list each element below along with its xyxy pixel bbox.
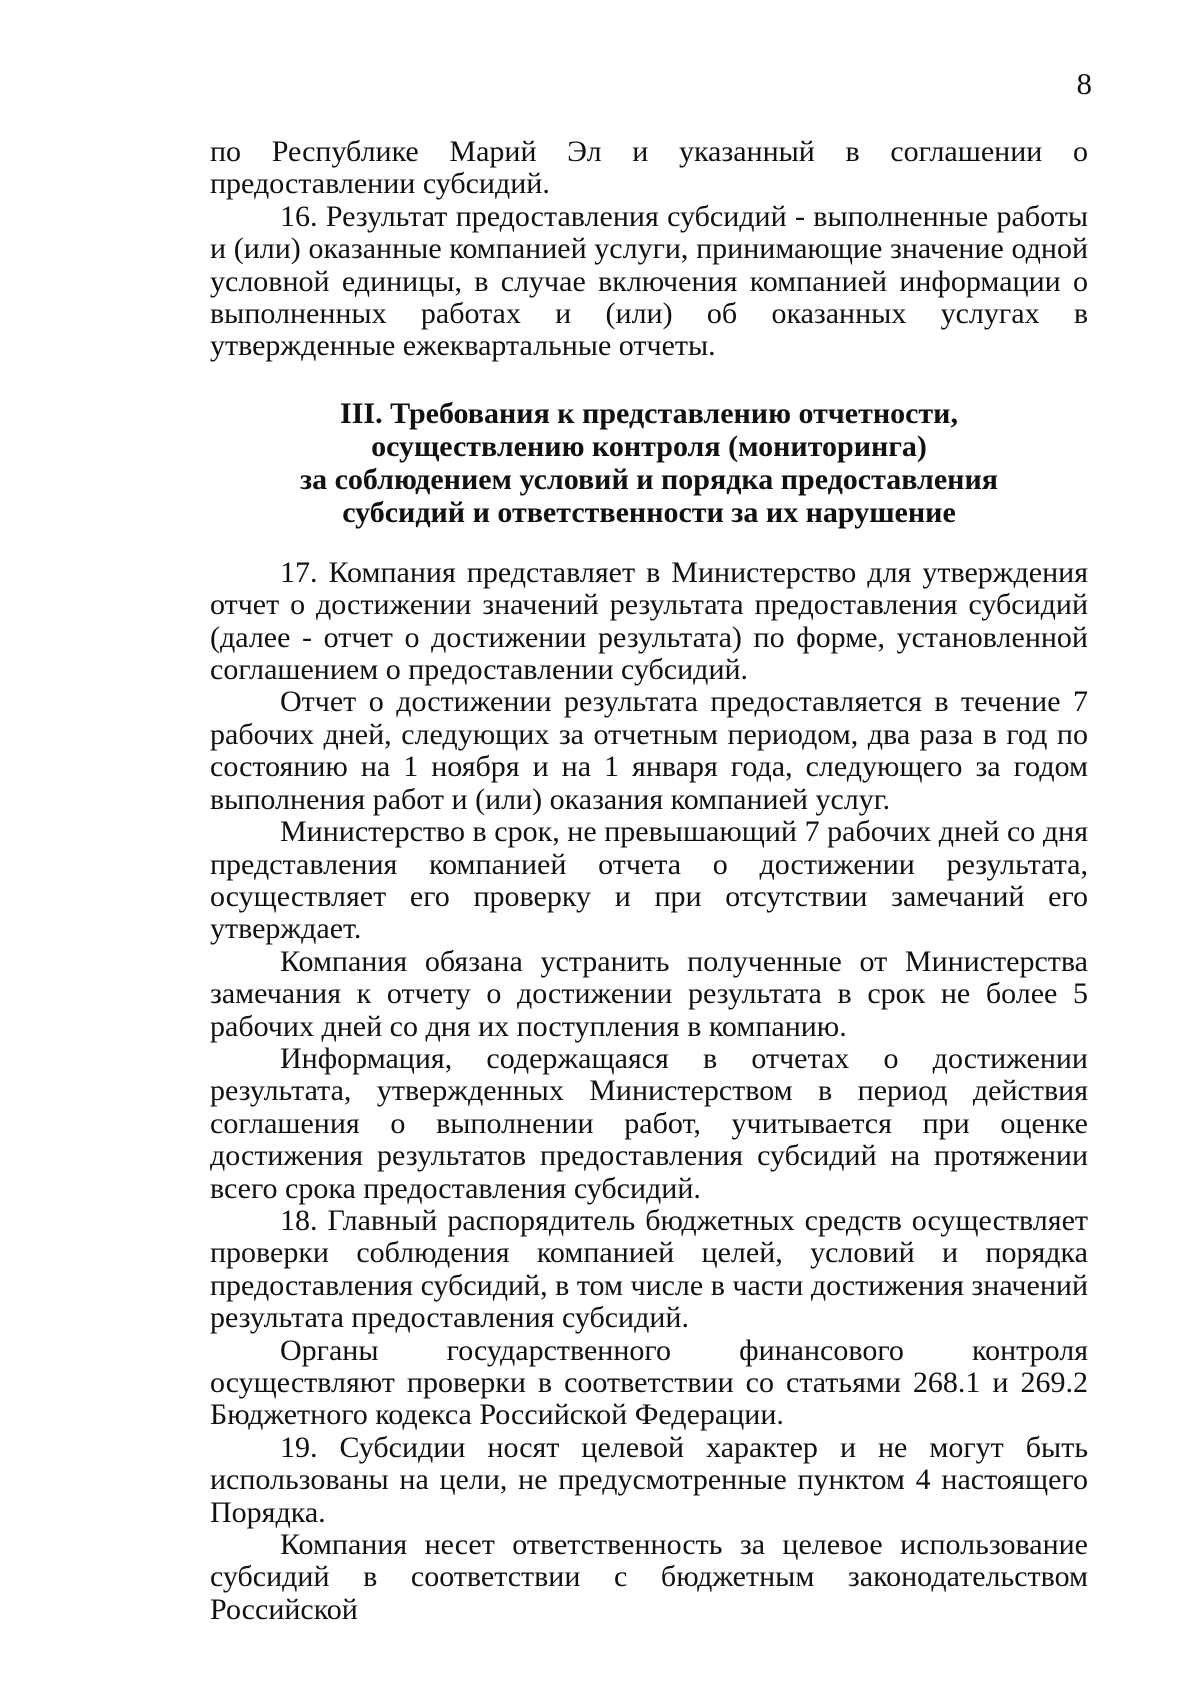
paragraph-17-ministry-check: Министерство в срок, не превышающий 7 рабочих дней со дня представления компанией отчета о достижении результата, осуществляет его проверку и при отсутствии замечаний его утверждает. (210, 815, 1088, 946)
paragraph-18-control-bodies: Органы государственного финансового контроля осуществляют проверки в соответствии со статьями 268.1 и 269.2 Бюджетного кодекса Российской Федерации. (210, 1333, 1088, 1432)
section-heading-line: субсидий и ответственности за их нарушение (342, 495, 956, 529)
paragraph-19: 19. Субсидии носят целевой характер и не могут быть использованы на цели, не предусмотренные пунктом 4 настоящего Порядка. (210, 1430, 1088, 1529)
section-heading-line: за соблюдением условий и порядка предоставления (300, 462, 998, 496)
paragraph-17-information: Информация, содержащаяся в отчетах о достижении результата, утвержденных Министерством в период действия соглашения о выполнении работ, учитывается при оценке достижения результатов предоставления субсидий на протяжении всего срока предоставления субсидий. (210, 1041, 1088, 1205)
paragraph-18: 18. Главный распорядитель бюджетных средств осуществляет проверки соблюдения компанией целей, условий и порядка предоставления субсидий, в том числе в части достижения значений результата предоставления субсидий. (210, 1203, 1088, 1335)
paragraph-19-responsibility: Компания несет ответственность за целевое использование субсидий в соответствии с бюджетным законодательством Российской (210, 1528, 1088, 1626)
paragraph-16: 16. Результат предоставления субсидий - выполненные работы и (или) оказанные компанией услуги, принимающие значение одной условной единицы, в случае включения компанией информации о выполненных работах и (или) об оказанных услугах в утвержденные ежеквартальные отчеты. (210, 199, 1088, 363)
page-number: 8 (1076, 66, 1092, 101)
section-heading-line: осуществлению контроля (мониторинга) (371, 429, 927, 463)
paragraph-17-remarks: Компания обязана устранить полученные от Министерства замечания к отчету о достижении результата в срок не более 5 рабочих дней со дня их поступления в компанию. (210, 944, 1088, 1043)
paragraph-17-report-deadline: Отчет о достижении результата предоставляется в течение 7 рабочих дней, следующих за отчетным периодом, два раза в год по состоянию на 1 ноября и на 1 января года, следующего за годом выполнения работ и (или) оказания компанией услуг. (210, 685, 1088, 816)
document-body (210, 136, 1088, 1626)
section-heading-line: III. Требования к представлению отчетности, (340, 396, 958, 430)
section-heading (210, 397, 1088, 529)
paragraph-17: 17. Компания представляет в Министерство для утверждения отчет о достижении значений результата предоставления субсидий (далее - отчет о достижении результата) по форме, установленной соглашением о предоставлении субсидий. (210, 555, 1088, 687)
paragraph-continuation: по Республике Марий Эл и указанный в соглашении о предоставлении субсидий. (210, 135, 1088, 201)
